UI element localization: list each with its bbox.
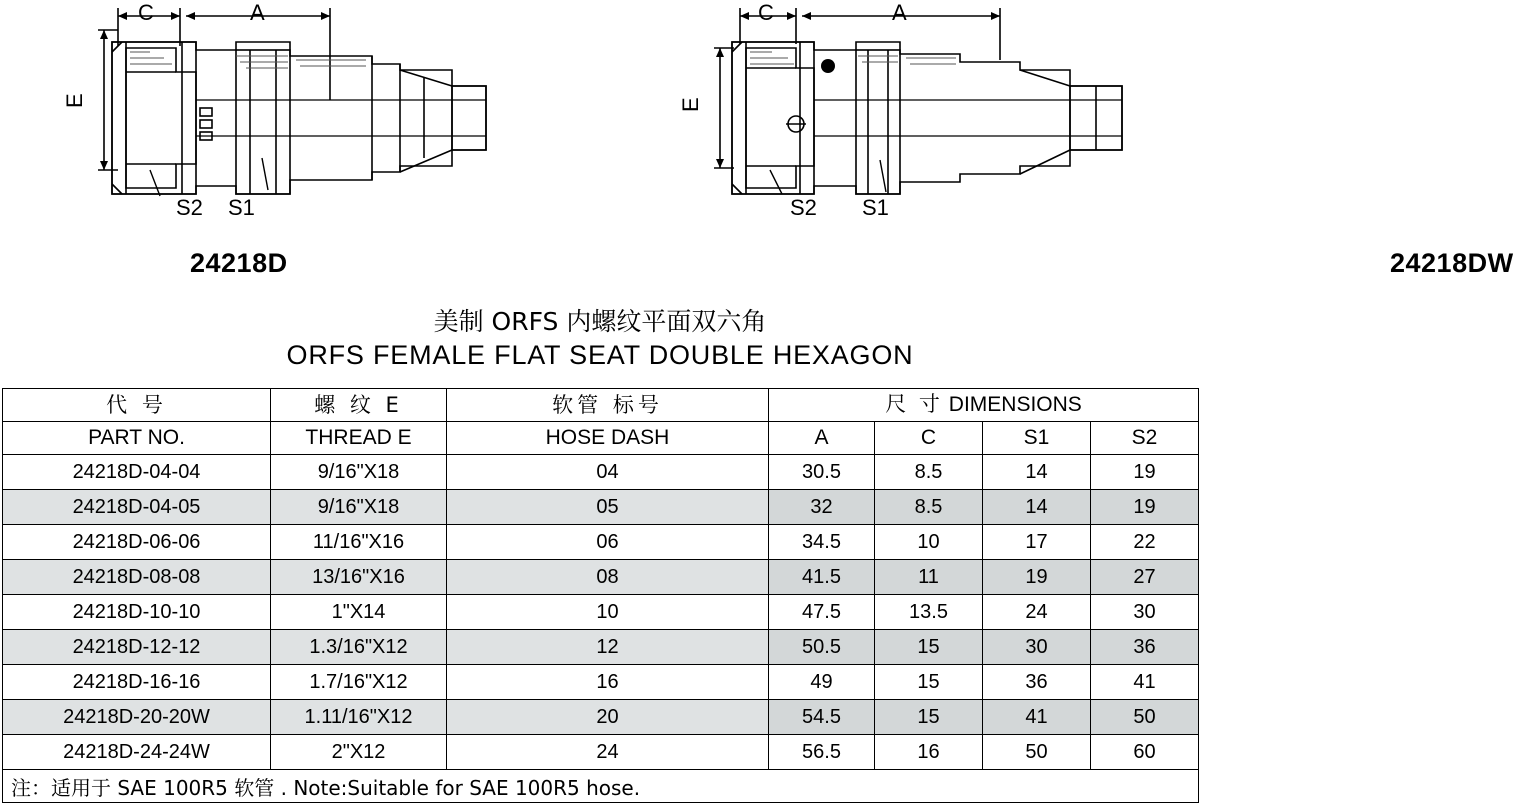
cell-s2: 30 <box>1091 595 1199 630</box>
table-row <box>3 630 1199 665</box>
cell-s2: 19 <box>1091 455 1199 490</box>
cell-thread: 1.11/16"X12 <box>271 700 447 735</box>
cell-s2: 36 <box>1091 630 1199 665</box>
label-A-right: A <box>892 0 907 25</box>
cell-a: 41.5 <box>769 560 875 595</box>
header-col-s1: S1 <box>983 422 1091 455</box>
cell-part: 24218D-04-05 <box>3 490 271 525</box>
cell-thread: 9/16"X18 <box>271 490 447 525</box>
cell-dash: 08 <box>447 560 769 595</box>
header-part-cn: 代 号 <box>3 389 271 422</box>
label-S1-right: S1 <box>862 195 889 220</box>
cell-thread: 1.7/16"X12 <box>271 665 447 700</box>
cell-s1: 17 <box>983 525 1091 560</box>
header-col-a: A <box>769 422 875 455</box>
cell-a: 34.5 <box>769 525 875 560</box>
cell-s2: 22 <box>1091 525 1199 560</box>
cell-s2: 41 <box>1091 665 1199 700</box>
cell-dash: 06 <box>447 525 769 560</box>
title-english: ORFS FEMALE FLAT SEAT DOUBLE HEXAGON <box>286 340 914 370</box>
cell-s2: 19 <box>1091 490 1199 525</box>
header-thread-en: THREAD E <box>271 422 447 455</box>
cell-s2: 50 <box>1091 700 1199 735</box>
drawings-area <box>0 0 1514 290</box>
cell-dash: 24 <box>447 735 769 770</box>
cell-dash: 10 <box>447 595 769 630</box>
cell-c: 11 <box>875 560 983 595</box>
title-chinese <box>0 302 1200 338</box>
cell-c: 16 <box>875 735 983 770</box>
cell-s1: 14 <box>983 490 1091 525</box>
table-row <box>3 700 1199 735</box>
label-S2-right: S2 <box>790 195 817 220</box>
cell-s1: 24 <box>983 595 1091 630</box>
header-col-s2: S2 <box>1091 422 1199 455</box>
detail-dot <box>821 59 835 73</box>
cell-c: 8.5 <box>875 455 983 490</box>
cell-thread: 1.3/16"X12 <box>271 630 447 665</box>
table-row <box>3 735 1199 770</box>
cell-part: 24218D-12-12 <box>3 630 271 665</box>
table-row <box>3 560 1199 595</box>
header-part-en: PART NO. <box>3 422 271 455</box>
cell-thread: 1"X14 <box>271 595 447 630</box>
cell-a: 54.5 <box>769 700 875 735</box>
cell-s1: 30 <box>983 630 1091 665</box>
figure-left-caption: 24218D <box>190 248 288 278</box>
cell-a: 32 <box>769 490 875 525</box>
cell-s2: 27 <box>1091 560 1199 595</box>
table-header-row-2 <box>3 422 1199 455</box>
table-row <box>3 665 1199 700</box>
title-chinese-text: 美制 ORFS 内螺纹平面双六角 <box>433 307 767 336</box>
figure-24218DW-drawing <box>600 0 1200 240</box>
cell-c: 15 <box>875 700 983 735</box>
label-A-left: A <box>250 0 265 25</box>
cell-thread: 13/16"X16 <box>271 560 447 595</box>
cell-c: 8.5 <box>875 490 983 525</box>
figure-24218D-drawing <box>0 0 560 240</box>
cell-a: 50.5 <box>769 630 875 665</box>
cell-c: 10 <box>875 525 983 560</box>
cell-c: 15 <box>875 630 983 665</box>
cell-a: 47.5 <box>769 595 875 630</box>
table-note-row <box>3 770 1199 803</box>
header-dimensions <box>769 389 1199 422</box>
label-S1-left: S1 <box>228 195 255 220</box>
label-S2-left: S2 <box>176 195 203 220</box>
header-dimensions-en: DIMENSIONS <box>948 393 1082 417</box>
header-dash-en: HOSE DASH <box>447 422 769 455</box>
cell-a: 49 <box>769 665 875 700</box>
cell-part: 24218D-20-20W <box>3 700 271 735</box>
cell-s2: 60 <box>1091 735 1199 770</box>
cell-s1: 50 <box>983 735 1091 770</box>
cell-s1: 41 <box>983 700 1091 735</box>
figure-24218D <box>0 0 560 278</box>
figure-24218DW <box>600 0 1514 278</box>
cell-a: 56.5 <box>769 735 875 770</box>
table-row <box>3 595 1199 630</box>
header-thread-cn: 螺 纹 E <box>271 389 447 422</box>
cell-part: 24218D-10-10 <box>3 595 271 630</box>
header-dimensions-cn: 尺 寸 <box>885 392 943 417</box>
cell-thread: 2"X12 <box>271 735 447 770</box>
figure-right-caption: 24218DW <box>1390 248 1514 278</box>
dimensions-table-wrap <box>2 388 1198 803</box>
cell-part: 24218D-08-08 <box>3 560 271 595</box>
dimensions-table <box>2 388 1199 803</box>
cell-dash: 04 <box>447 455 769 490</box>
label-C-left: C <box>138 0 154 25</box>
cell-part: 24218D-24-24W <box>3 735 271 770</box>
label-E-right: E <box>678 97 703 112</box>
header-dash-cn: 软管 标号 <box>447 389 769 422</box>
table-note <box>3 770 1199 803</box>
cell-s1: 14 <box>983 455 1091 490</box>
cell-c: 15 <box>875 665 983 700</box>
cell-dash: 12 <box>447 630 769 665</box>
cell-part: 24218D-04-04 <box>3 455 271 490</box>
cell-s1: 36 <box>983 665 1091 700</box>
cell-part: 24218D-16-16 <box>3 665 271 700</box>
cell-s1: 19 <box>983 560 1091 595</box>
table-row <box>3 525 1199 560</box>
header-col-c: C <box>875 422 983 455</box>
cell-thread: 11/16"X16 <box>271 525 447 560</box>
table-note-text: 注：适用于 SAE 100R5 软管 . Note:Suitable for SAE 100R5 hose. <box>11 775 641 800</box>
cell-part: 24218D-06-06 <box>3 525 271 560</box>
table-row <box>3 490 1199 525</box>
cell-c: 13.5 <box>875 595 983 630</box>
table-row <box>3 455 1199 490</box>
cell-dash: 20 <box>447 700 769 735</box>
cell-dash: 16 <box>447 665 769 700</box>
table-header-row-1 <box>3 389 1199 422</box>
cell-thread: 9/16"X18 <box>271 455 447 490</box>
cell-dash: 05 <box>447 490 769 525</box>
label-E-left: E <box>62 93 87 108</box>
cell-a: 30.5 <box>769 455 875 490</box>
label-C-right: C <box>758 0 774 25</box>
